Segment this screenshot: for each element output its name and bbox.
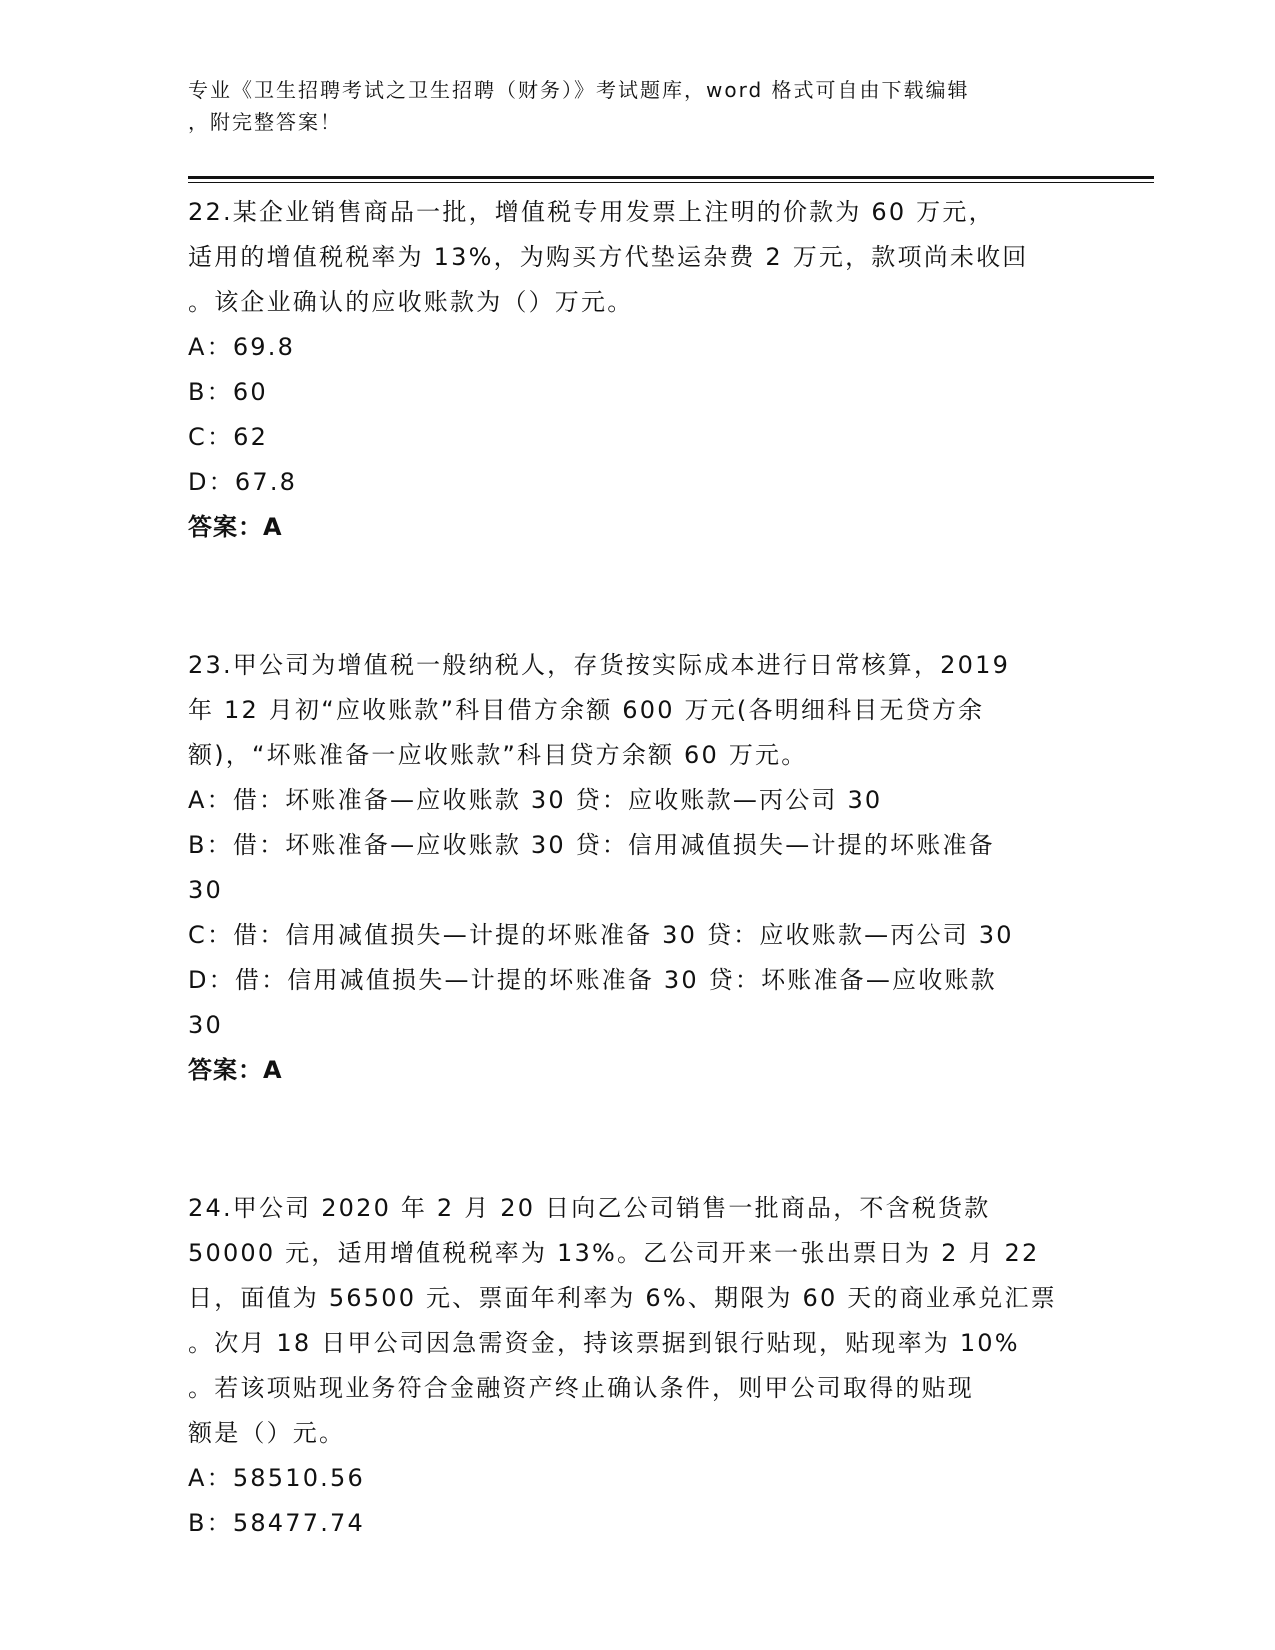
- question-stem: 23.甲公司为增值税一般纳税人，存货按实际成本进行日常核算，2019 年 12 月初“应收账款”科目借方余额 600 万元(各明细科目无贷方余 额)，“坏账准备一应收账款”科目贷方余额 60 万元。: [188, 651, 1011, 769]
- question-22: [188, 190, 1078, 550]
- answer-line: 答案：A: [188, 513, 283, 541]
- question-stem: 24.甲公司 2020 年 2 月 20 日向乙公司销售一批商品，不含税货款 50000 元，适用增值税税率为 13%。乙公司开来一张出票日为 2 月 22 日，面值为 56500 元、票面年利率为 6%、期限为 60 天的商业承兑汇票 。次月 18 日甲公司因急需资金，持该票据到银行贴现，贴现率为 10% 。若该项贴现业务符合金融资产终止确认条件，则甲公司取得的贴现 额是（）元。: [188, 1194, 1057, 1447]
- question-stem: 22.某企业销售商品一批，增值税专用发票上注明的价款为 60 万元， 适用的增值税税率为 13%，为购买方代垫运杂费 2 万元，款项尚未收回 。该企业确认的应收账款为（）万元。: [188, 198, 1029, 316]
- option-d: D：借：信用减值损失—计提的坏账准备 30 贷：坏账准备—应收账款 30: [188, 966, 997, 1039]
- option-b: B：60: [188, 378, 268, 406]
- question-24: [188, 1186, 1078, 1546]
- option-c: C：借：信用减值损失—计提的坏账准备 30 贷：应收账款—丙公司 30: [188, 921, 1014, 949]
- option-b: B：借：坏账准备—应收账款 30 贷：信用减值损失—计提的坏账准备 30: [188, 831, 995, 904]
- header-divider-thin: [188, 182, 1154, 183]
- option-d: D：67.8: [188, 468, 298, 496]
- answer-line: 答案：A: [188, 1056, 283, 1084]
- option-a: A：58510.56: [188, 1464, 365, 1492]
- header-divider-thick: [188, 176, 1154, 179]
- document-header: 专业《卫生招聘考试之卫生招聘（财务）》考试题库，word 格式可自由下载编辑 ，附完整答案！: [188, 78, 970, 134]
- option-a: A：69.8: [188, 333, 296, 361]
- question-23: [188, 643, 1078, 1093]
- option-b: B：58477.74: [188, 1509, 365, 1537]
- option-a: A：借：坏账准备—应收账款 30 贷：应收账款—丙公司 30: [188, 786, 883, 814]
- question-list: [188, 190, 1078, 1546]
- option-c: C：62: [188, 423, 269, 451]
